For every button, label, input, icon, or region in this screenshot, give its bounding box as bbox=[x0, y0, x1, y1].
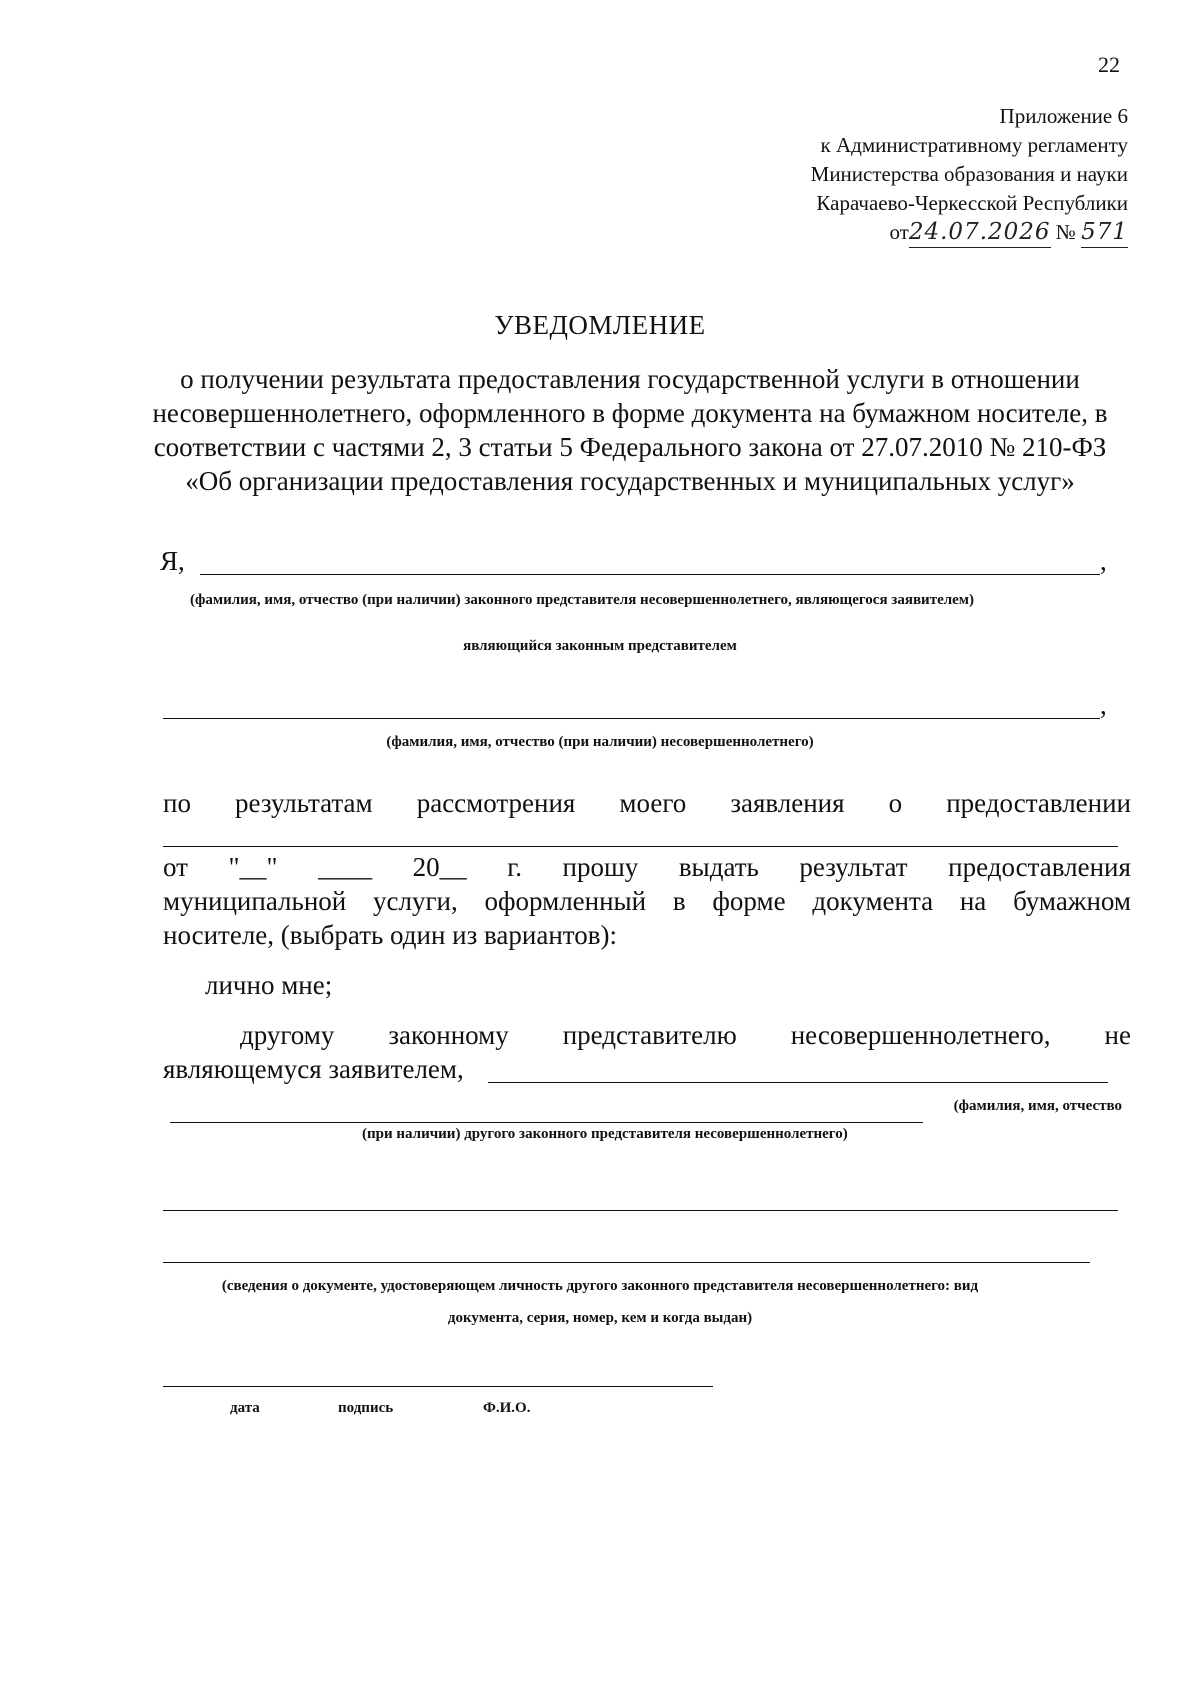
minor-name-field[interactable] bbox=[163, 718, 1100, 719]
annex-line-1: Приложение 6 bbox=[999, 104, 1128, 128]
word: документа bbox=[812, 886, 934, 916]
word: на bbox=[959, 886, 987, 916]
annex-line-2: к Административному регламенту bbox=[820, 133, 1128, 157]
word: моего bbox=[619, 788, 687, 818]
annex-line-4: Карачаево-Черкесской Республики bbox=[816, 191, 1128, 215]
application-field[interactable] bbox=[163, 846, 1118, 847]
word: прошу bbox=[562, 852, 639, 882]
hint-applicant: (фамилия, имя, отчество (при наличии) законного представителя несовершеннолетнего, являющегося заявителем) bbox=[190, 592, 975, 608]
date-year-field[interactable]: 20__ bbox=[412, 852, 467, 882]
annex-line-3: Министерства образования и науки bbox=[810, 162, 1128, 186]
word: заявления bbox=[730, 788, 845, 818]
paragraph-2-line-1 bbox=[163, 852, 1131, 883]
hint-other-rep-2: (при наличии) другого законного представителя несовершеннолетнего) bbox=[362, 1126, 848, 1142]
number-prefix: № bbox=[1055, 220, 1076, 244]
hint-document-1: (сведения о документе, удостоверяющем личность другого законного представителя несовершеннолетнего: вид bbox=[221, 1278, 979, 1294]
word: предоставления bbox=[948, 852, 1131, 882]
hint-document-2: документа, серия, номер, кем и когда выдан) bbox=[447, 1310, 753, 1326]
word: форме bbox=[712, 886, 786, 916]
handwritten-number: 571 bbox=[1081, 218, 1128, 248]
document-info-field-2[interactable] bbox=[163, 1262, 1090, 1263]
word: о bbox=[888, 788, 903, 818]
comma-2: , bbox=[1100, 690, 1107, 720]
comma-1: , bbox=[1100, 546, 1107, 576]
word: муниципальной bbox=[163, 886, 347, 916]
word: бумажном bbox=[1013, 886, 1131, 916]
date-day-field[interactable]: "__" bbox=[228, 852, 278, 882]
word: от bbox=[163, 852, 188, 882]
word: по bbox=[163, 788, 191, 818]
paragraph-2-line-3: носителе, (выбрать один из вариантов): bbox=[163, 920, 617, 950]
word: несовершеннолетнего, bbox=[790, 1020, 1051, 1050]
hint-minor: (фамилия, имя, отчество (при наличии) несовершеннолетнего) bbox=[386, 734, 814, 750]
other-rep-name-field[interactable] bbox=[488, 1082, 1108, 1083]
word: другому bbox=[240, 1020, 335, 1050]
other-rep-name-field-2[interactable] bbox=[170, 1122, 923, 1123]
word: в bbox=[672, 886, 686, 916]
being-representative-text: являющийся законным представителем bbox=[463, 638, 737, 654]
option-other-rep-line-1[interactable] bbox=[240, 1020, 1131, 1051]
sign-signature-label: подпись bbox=[338, 1400, 394, 1416]
i-label: Я, bbox=[160, 546, 185, 576]
word: предоставлении bbox=[946, 788, 1131, 818]
word: законному bbox=[388, 1020, 509, 1050]
date-month-field[interactable]: ____ bbox=[318, 852, 373, 882]
word: представителю bbox=[562, 1020, 737, 1050]
handwritten-date: 24.07.2026 bbox=[909, 218, 1051, 248]
applicant-name-field[interactable] bbox=[200, 574, 1100, 575]
word: результатам bbox=[235, 788, 373, 818]
signature-line[interactable] bbox=[163, 1386, 713, 1387]
word: услуги, bbox=[373, 886, 458, 916]
word: не bbox=[1104, 1020, 1131, 1050]
sign-name-label: Ф.И.О. bbox=[483, 1400, 531, 1416]
hint-other-rep-1: (фамилия, имя, отчество bbox=[953, 1098, 1122, 1114]
document-title: УВЕДОМЛЕНИЕ bbox=[494, 310, 706, 340]
option-other-rep-line-2: являющемуся заявителем, bbox=[163, 1054, 464, 1084]
word: рассмотрения bbox=[416, 788, 576, 818]
sign-date-label: дата bbox=[230, 1400, 260, 1416]
paragraph-2-line-2 bbox=[163, 886, 1131, 917]
option-personally[interactable]: лично мне; bbox=[205, 970, 333, 1000]
annex-date-number bbox=[811, 218, 1128, 248]
date-prefix: от bbox=[889, 220, 909, 244]
document-subtitle: о получении результата предоставления государственной услуги в отношении несовершеннолетнего, оформленного в форме документа на бумажном носителе, в соответствии с частями 2, 3 статьи 5 Федерального закона от 27.07.2010 № 210-ФЗ «Об организации предоставления государственных и муниципальных услуг» bbox=[152, 364, 1108, 496]
page-number: 22 bbox=[1098, 52, 1120, 77]
word: г. bbox=[507, 852, 522, 882]
word: оформленный bbox=[484, 886, 647, 916]
word: результат bbox=[799, 852, 908, 882]
word: выдать bbox=[678, 852, 759, 882]
document-info-field-1[interactable] bbox=[163, 1210, 1118, 1211]
annex-header bbox=[811, 102, 1128, 248]
paragraph-1-line bbox=[163, 788, 1131, 819]
